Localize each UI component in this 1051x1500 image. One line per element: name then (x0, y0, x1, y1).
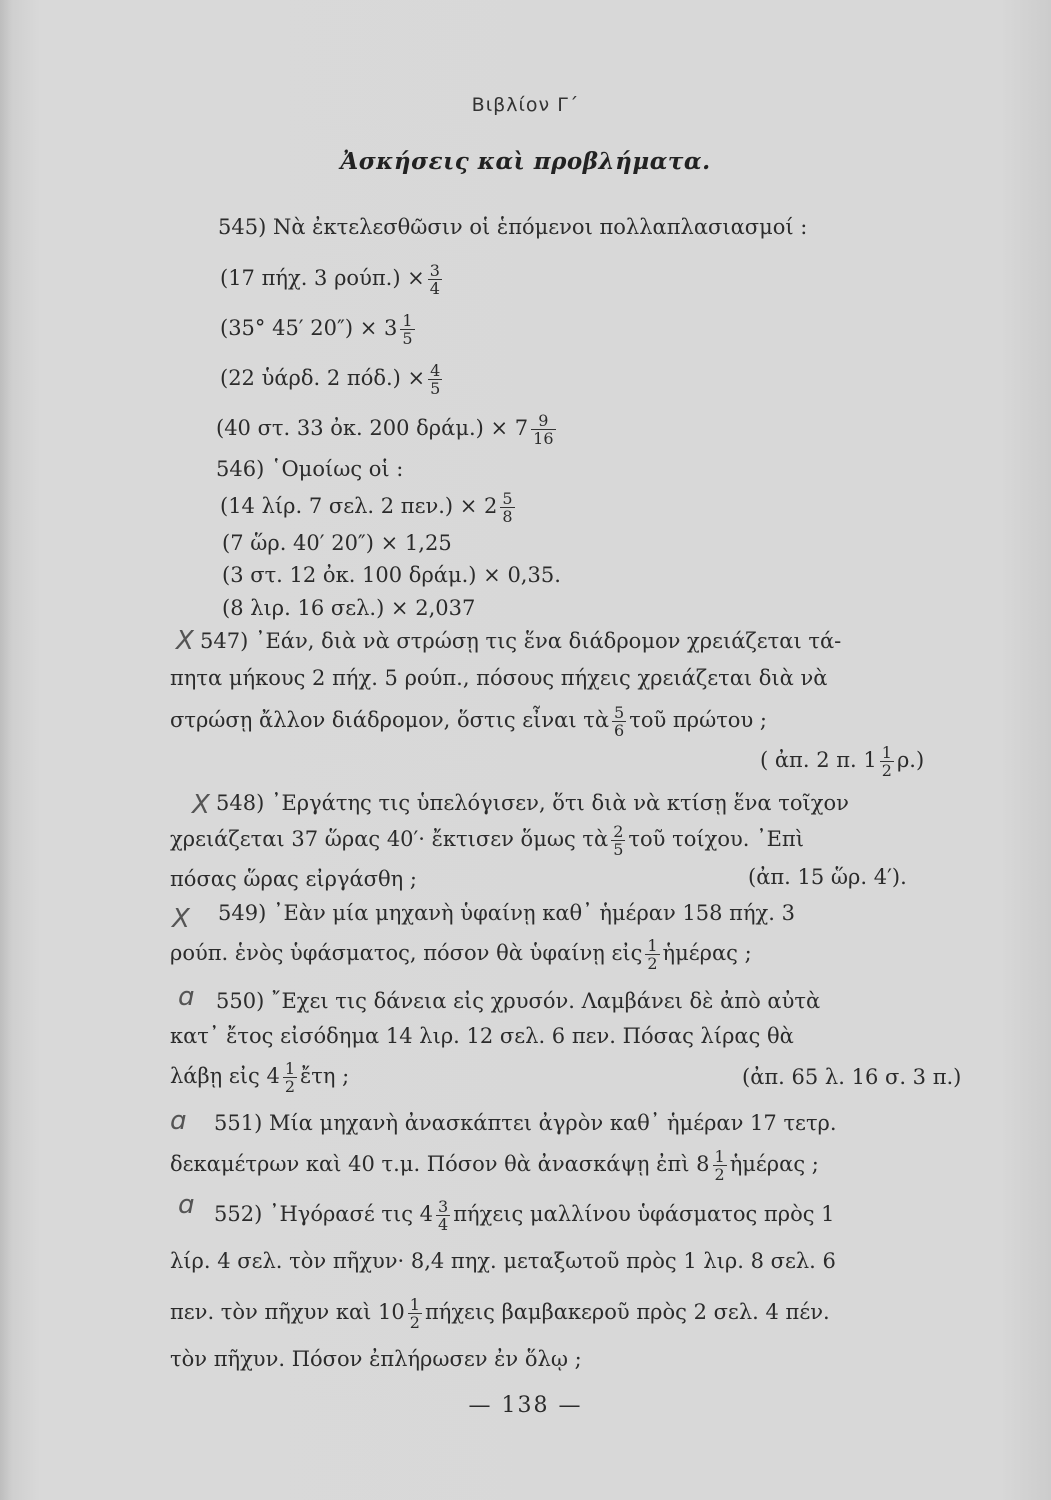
exercise-546-b: (7 ὥρ. 40′ 20″) × 1,25 (222, 531, 452, 555)
exercise-552-line3: πεν. τὸν πῆχυν καὶ 10 $\frac{1}{2}$ πήχεις βαμβακεροῦ πρὸς 2 σελ. 4 πέν. (170, 1295, 830, 1332)
exercise-549-line1: 549) ᾿Εὰν μία μηχανὴ ὑφαίνῃ καθ᾿ ἡμέραν 158 πήχ. 3 (218, 901, 795, 925)
margin-mark: X (176, 626, 194, 656)
page-title: Ἀσκήσεις καὶ προβλήματα. (340, 148, 711, 175)
exercise-551-line1: 551) Μία μηχανὴ ἀνασκάπτει ἀγρὸν καθ᾿ ἡμέραν 17 τετρ. (214, 1111, 837, 1135)
exercise-547-line2: πητα μήκους 2 πήχ. 5 ρούπ., πόσους πήχεις χρειάζεται διὰ νὰ (170, 666, 828, 690)
margin-mark: ɑ (178, 1190, 195, 1220)
exercise-547-line1: 547) ᾿Εάν, διὰ νὰ στρώσῃ τις ἕνα διάδρομον χρειάζεται τά- (200, 629, 842, 653)
exercise-550-answer: (ἀπ. 65 λ. 16 σ. 3 π.) (742, 1065, 962, 1089)
page-number: — 138 — (468, 1393, 583, 1418)
exercise-548-line1: 548) ᾿Εργάτης τις ὑπελόγισεν, ὅτι διὰ νὰ κτίσῃ ἕνα τοῖχον (216, 791, 849, 815)
exercise-550-line3: λάβῃ εἰς 4 $\frac{1}{2}$ ἔτη ; (170, 1059, 350, 1096)
exercise-552-line4: τὸν πῆχυν. Πόσον ἐπλήρωσεν ἐν ὅλῳ ; (170, 1347, 582, 1371)
exercise-545: 545) Νὰ ἐκτελεσθῶσιν οἱ ἑπόμενοι πολλαπλασιασμοί : (218, 215, 808, 239)
exercise-545-c: (22 ὑάρδ. 2 πόδ.) × $\frac{4}{5}$ (220, 361, 441, 398)
exercise-545-b: (35° 45′ 20″) × 3 $\frac{1}{5}$ (220, 311, 413, 348)
margin-mark: X (192, 790, 210, 820)
margin-mark: ɑ (178, 982, 195, 1012)
exercise-551-line2: δεκαμέτρων καὶ 40 τ.μ. Πόσον θὰ ἀνασκάψῃ ἐπὶ 8 $\frac{1}{2}$ ἡμέρας ; (170, 1147, 819, 1184)
exercise-549-line2: ρούπ. ἑνὸς ὑφάσματος, πόσον θὰ ὑφαίνῃ εἰς $\frac{1}{2}$ ἡμέρας ; (170, 936, 752, 973)
exercise-546-a: (14 λίρ. 7 σελ. 2 πεν.) × 2 $\frac{5}{8}$ (220, 489, 513, 526)
exercise-545-a: (17 πήχ. 3 ρούπ.) × $\frac{3}{4}$ (220, 261, 440, 298)
exercise-552-line1: 552) ᾿Ηγόρασέ τις 4 $\frac{3}{4}$ πήχεις μαλλίνου ὑφάσματος πρὸς 1 (214, 1197, 835, 1234)
margin-mark: X (172, 904, 190, 934)
exercise-548-line3: πόσας ὥρας εἰργάσθη ; (170, 867, 417, 891)
margin-mark: ɑ (170, 1106, 187, 1136)
exercise-546-d: (8 λιρ. 16 σελ.) × 2,037 (222, 596, 476, 620)
exercise-552-line2: λίρ. 4 σελ. τὸν πῆχυν· 8,4 πηχ. μεταξωτοῦ πρὸς 1 λιρ. 8 σελ. 6 (170, 1249, 836, 1273)
exercise-545-d: (40 στ. 33 ὀκ. 200 δράμ.) × 7 $\frac{9}{16}$ (216, 411, 554, 448)
exercise-550-line1: 550) ῎Εχει τις δάνεια εἰς χρυσόν. Λαμβάνει δὲ ἀπὸ αὐτὰ (216, 989, 821, 1013)
exercise-546-c: (3 στ. 12 ὀκ. 100 δράμ.) × 0,35. (222, 563, 561, 587)
running-header: Βιβλίον Γ΄ (471, 94, 580, 116)
exercise-547-line3: στρώσῃ ἄλλον διάδρομον, ὅστις εἶναι τὰ $\frac{5}{6}$ τοῦ πρώτου ; (170, 703, 767, 740)
exercise-547-answer: ( ἀπ. 2 π. 1 $\frac{1}{2}$ ρ.) (760, 743, 925, 780)
exercise-546: 546) ῾Ομοίως οἱ : (216, 457, 404, 481)
exercise-550-line2: κατ᾿ ἔτος εἰσόδημα 14 λιρ. 12 σελ. 6 πεν. Πόσας λίρας θὰ (170, 1024, 794, 1048)
exercise-548-answer: (ἀπ. 15 ὥρ. 4′). (748, 865, 907, 889)
exercise-548-line2: χρειάζεται 37 ὥρας 40′· ἔκτισεν ὅμως τὰ $\frac{2}{5}$ τοῦ τοίχου. ᾿Επὶ (170, 822, 804, 859)
